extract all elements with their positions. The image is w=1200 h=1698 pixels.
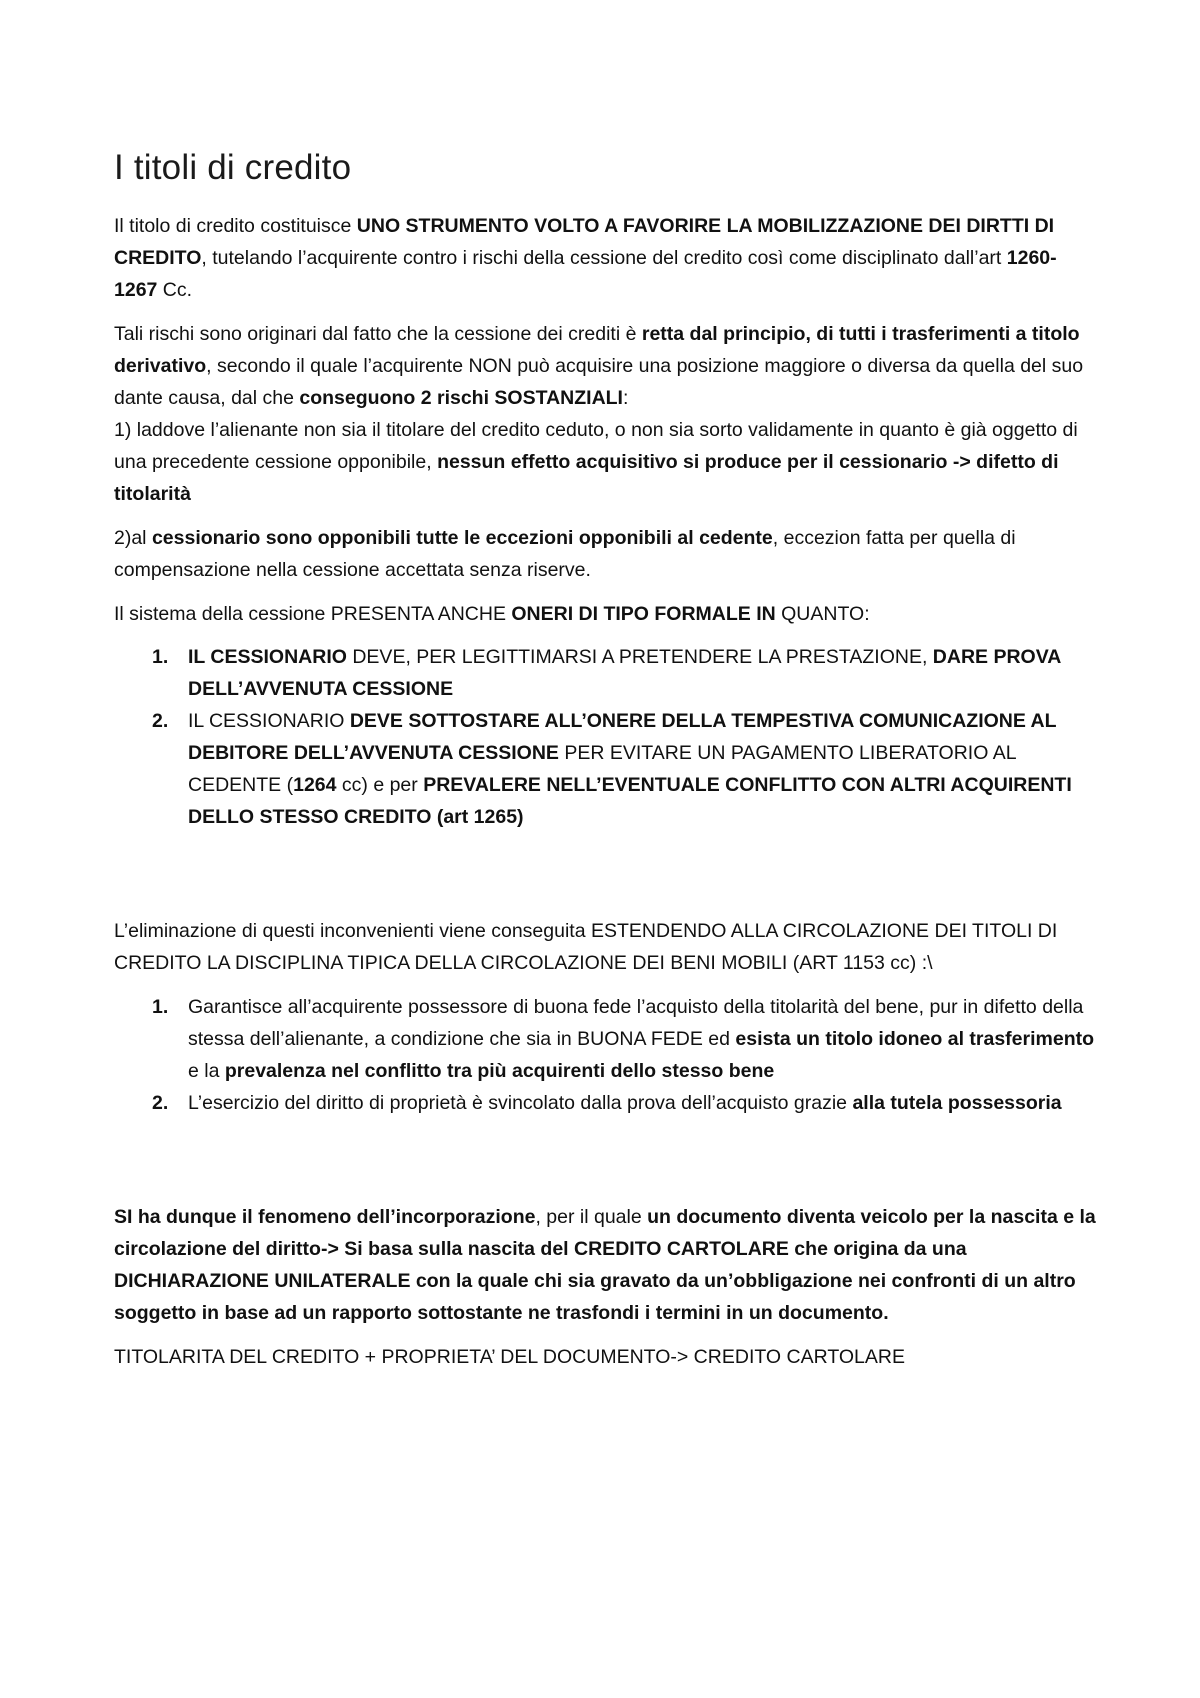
bold-run: cessionario sono opponibili tutte le eccezioni opponibili al cedente <box>151 527 773 549</box>
bold-run: DARE PROVA DELL’AVVENUTA CESSIONE <box>188 646 1061 700</box>
bold-run: alla tutela possessoria <box>852 1092 1062 1114</box>
list-number: 2. <box>152 1092 169 1114</box>
text-run: 1) laddove l’alienante non sia il titolare del credito ceduto, o non sia sorto validamente in quanto è già oggetto di una precedente cessione opponibile, <box>114 419 1078 473</box>
text-run: , secondo il quale l’acquirente NON può acquisire una posizione maggiore o diversa da quella del suo dante causa, dal che <box>114 355 1084 409</box>
paragraph-formal-burdens <box>114 598 1099 630</box>
bold-run: un documento diventa veicolo per la nascita e la circolazione del diritto-> Si basa sulla nascita del CREDITO CARTOLARE che origina da una DICHIARAZIONE UNILATERALE <box>114 1206 1096 1292</box>
list-number: 1. <box>152 996 169 1018</box>
text-run: , tutelando l’acquirente contro i rischi della cessione del credito così come disciplinato dall’art <box>201 247 1007 269</box>
text-run: cc) e per <box>336 774 424 796</box>
bold-run: 1260-1267 <box>114 247 1057 301</box>
list-number: 2. <box>152 710 169 732</box>
text-run: e la <box>188 1060 225 1082</box>
bold-run: SI ha dunque il fenomeno dell’incorporazione <box>114 1206 536 1228</box>
bold-run: UNO STRUMENTO VOLTO A FAVORIRE LA MOBILIZZAZIONE DEI DIRTTI DI CREDITO <box>114 215 1055 269</box>
text-run: Garantisce all’acquirente possessore di buona fede l’acquisto della titolarità del bene, pur in difetto della stessa dell’alienante, a condizione che sia in BUONA FEDE ed <box>188 996 1084 1050</box>
text-run: L’esercizio del diritto di proprietà è svincolato dalla prova dell’acquisto grazie <box>188 1092 853 1114</box>
text-run: QUANTO: <box>775 603 870 625</box>
numbered-list-burdens <box>114 641 1099 833</box>
paragraph-risks <box>114 318 1099 414</box>
bold-run: retta dal principio, di tutti i trasferimenti a titolo derivativo <box>114 323 1080 377</box>
list-item <box>114 991 1099 1087</box>
paragraph-elimination: L’eliminazione di questi inconvenienti viene conseguita ESTENDENDO ALLA CIRCOLAZIONE DEI TITOLI DI CREDITO LA DISCIPLINA TIPICA DELLA CIRCOLAZIONE DEI BENI MOBILI (ART 1153 cc) :\ <box>114 920 1058 974</box>
bold-run: DEVE SOTTOSTARE ALL’ONERE DELLA TEMPESTIVA COMUNICAZIONE AL DEBITORE DELL’AVVENUTA CESSIONE <box>188 710 1057 764</box>
bold-run: nessun effetto acquisitivo si produce per il cessionario -> difetto di titolarità <box>114 451 1059 505</box>
bold-run: IL CESSIONARIO <box>188 646 353 668</box>
list-item <box>114 1087 1099 1119</box>
bold-run: conseguono 2 rischi SOSTANZIALI <box>299 387 623 409</box>
text-run: Tali rischi sono originari dal fatto che la cessione dei crediti è <box>114 323 642 345</box>
bold-run: 1264 <box>293 774 337 796</box>
bold-run: PREVALERE NELL’EVENTUALE CONFLITTO CON ALTRI ACQUIRENTI DELLO STESSO CREDITO (art 1265) <box>188 774 1072 828</box>
paragraph-incorporation <box>114 1201 1099 1329</box>
text-run: DEVE, PER LEGITTIMARSI A PRETENDERE LA PRESTAZIONE, <box>352 646 933 668</box>
document-body <box>114 210 1099 1373</box>
text-run: IL CESSIONARIO <box>188 710 350 732</box>
bold-run: prevalenza nel conflitto tra più acquirenti dello stesso bene <box>224 1060 775 1082</box>
text-run: , per il quale <box>535 1206 648 1228</box>
text-run: Il titolo di credito costituisce <box>114 215 357 237</box>
text-run: Il sistema della cessione PRESENTA ANCHE <box>114 603 512 625</box>
document-title: I titoli di credito <box>114 148 352 187</box>
list-item <box>114 641 1099 705</box>
numbered-list-effects <box>114 991 1099 1119</box>
text-run: , eccezion fatta per quella di compensazione nella cessione accettata senza riserve. <box>114 527 1016 581</box>
text-run: PER EVITARE UN PAGAMENTO LIBERATORIO AL CEDENTE ( <box>188 742 1016 796</box>
paragraph-formula: TITOLARITA DEL CREDITO + PROPRIETA’ DEL DOCUMENTO-> CREDITO CARTOLARE <box>114 1346 905 1368</box>
text-run: 2)al <box>114 527 152 549</box>
text-run: Cc. <box>157 279 193 301</box>
paragraph-intro <box>114 210 1099 306</box>
paragraph-risk-2 <box>114 522 1099 586</box>
bold-run: esista un titolo idoneo al trasferimento <box>735 1028 1095 1050</box>
bold-run: con la quale chi sia gravato da un’obbligazione nei confronti di un altro soggetto in base ad un rapporto sottostante ne trasfondi i termini in un documento. <box>114 1270 1076 1324</box>
bold-run: ONERI DI TIPO FORMALE IN <box>511 603 776 625</box>
paragraph-risk-1 <box>114 414 1099 510</box>
list-number: 1. <box>152 646 169 668</box>
text-run: : <box>622 387 629 409</box>
list-item <box>114 705 1099 833</box>
